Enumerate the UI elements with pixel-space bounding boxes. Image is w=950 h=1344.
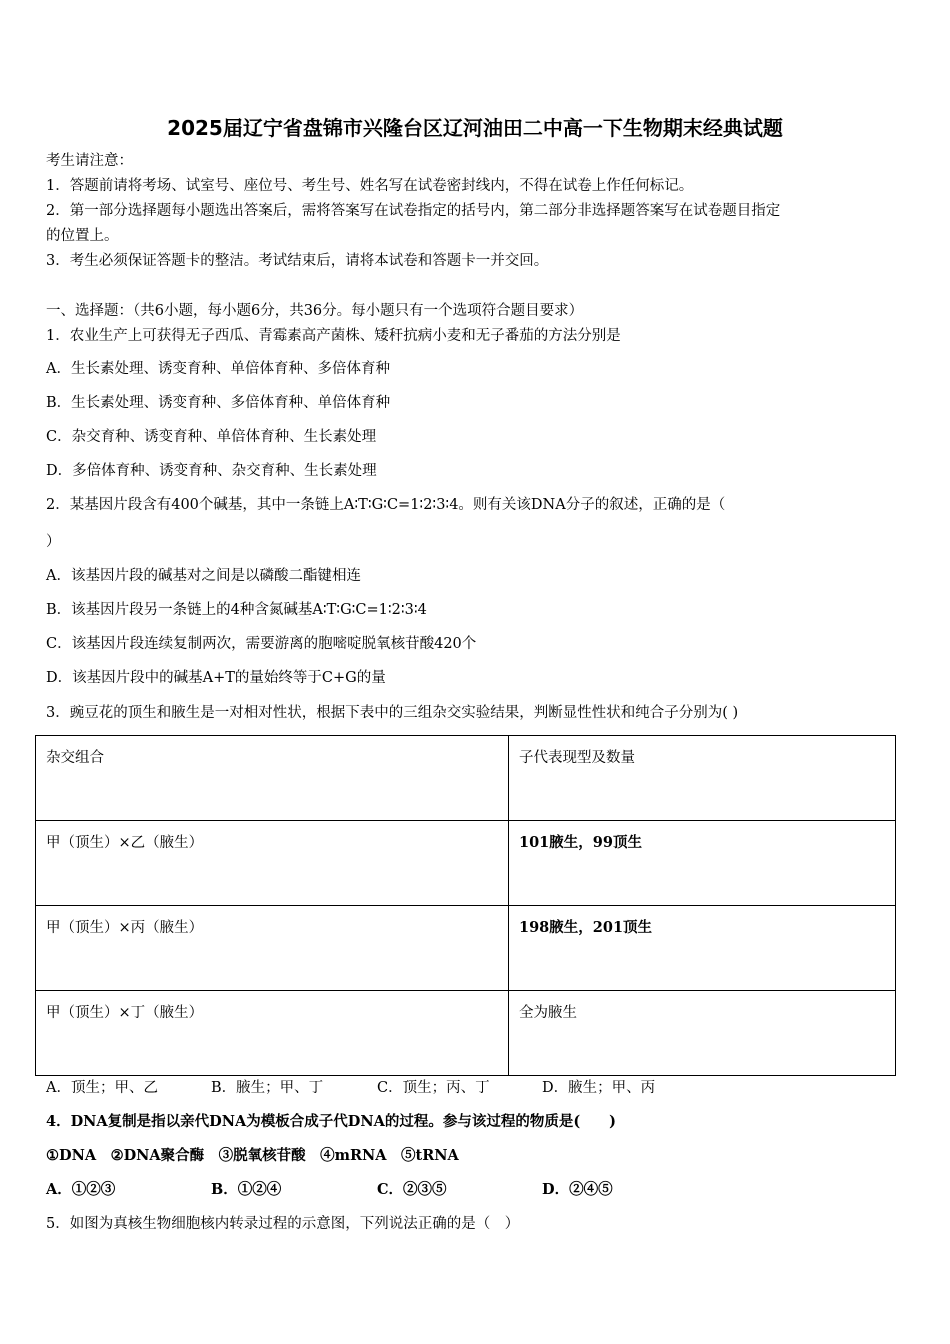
table-row [36,906,896,991]
q1-option-a: A．生长素处理、诱变育种、单倍体育种、多倍体育种 [46,361,390,377]
q4-option-d: D．②④⑤ [542,1181,613,1198]
question-4-stem: 4．DNA复制是指以亲代DNA为模板合成子代DNA的过程。参与该过程的物质是( ) [46,1113,617,1130]
q2-option-b: B．该基因片段另一条链上的4种含氮碱基A∶T∶G∶C=1∶2∶3∶4 [46,602,427,618]
table-row [36,821,896,906]
question-2-stem: 2．某基因片段含有400个碱基，其中一条链上A∶T∶G∶C=1∶2∶3∶4。则有关该DNA分子的叙述，正确的是（ [46,497,726,513]
q4-option-a: A．①②③ [46,1181,116,1198]
table-cell: 甲（顶生）×丙（腋生） [36,906,509,991]
table-cell: 198腋生，201顶生 [509,906,896,991]
q1-option-d: D．多倍体育种、诱变育种、杂交育种、生长素处理 [46,463,377,479]
q3-option-d: D．腋生；甲、丙 [542,1080,656,1096]
notice-heading: 考生请注意： [46,153,133,169]
table-cell: 101腋生，99顶生 [509,821,896,906]
question-1-stem: 1．农业生产上可获得无子西瓜、青霉素高产菌株、矮秆抗病小麦和无子番茄的方法分别是 [46,328,621,344]
table-cell: 全为腋生 [509,991,896,1076]
q3-option-c: C．顶生；丙、丁 [377,1080,490,1096]
q1-option-c: C．杂交育种、诱变育种、单倍体育种、生长素处理 [46,429,377,445]
q2-option-d: D．该基因片段中的碱基A+T的量始终等于C+G的量 [46,670,386,686]
table-header-row [36,736,896,821]
question-3-stem: 3．豌豆花的顶生和腋生是一对相对性状，根据下表中的三组杂交实验结果，判断显性性状和纯合子分别为( ) [46,705,739,721]
notice-item: 1．答题前请将考场、试室号、座位号、考生号、姓名写在试卷密封线内，不得在试卷上作任何标记。 [46,178,694,194]
q2-option-a: A．该基因片段的碱基对之间是以磷酸二酯键相连 [46,568,361,584]
q4-option-b: B．①②④ [211,1181,282,1198]
question-5-stem: 5．如图为真核生物细胞核内转录过程的示意图，下列说法正确的是（ ） [46,1216,520,1232]
q4-option-c: C．②③⑤ [377,1181,447,1198]
cross-results-table [35,735,896,1076]
table-header-cell: 子代表现型及数量 [509,736,896,821]
q2-option-c: C．该基因片段连续复制两次，需要游离的胞嘧啶脱氧核苷酸420个 [46,636,477,652]
notice-item: 2．第一部分选择题每小题选出答案后，需将答案写在试卷指定的括号内，第二部分非选择题答案写在试卷题目指定 [46,203,781,219]
notice-item: 3．考生必须保证答题卡的整洁。考试结束后，请将本试卷和答题卡一并交回。 [46,253,549,269]
table-cell: 甲（顶生）×丁（腋生） [36,991,509,1076]
q4-items: ①DNA ②DNA聚合酶 ③脱氧核苷酸 ④mRNA ⑤tRNA [46,1147,459,1164]
table-row [36,991,896,1076]
table-cell: 甲（顶生）×乙（腋生） [36,821,509,906]
section-heading: 一、选择题：（共6小题，每小题6分，共36分。每小题只有一个选项符合题目要求） [46,303,584,319]
q3-option-b: B．腋生；甲、丁 [211,1080,324,1096]
page-title: 2025届辽宁省盘锦市兴隆台区辽河油田二中高一下生物期末经典试题 [167,116,783,140]
question-2-stem-cont: ） [46,534,61,550]
notice-item: 的位置上。 [46,228,119,244]
table-header-cell: 杂交组合 [36,736,509,821]
q3-option-a: A．顶生；甲、乙 [46,1080,158,1096]
q1-option-b: B．生长素处理、诱变育种、多倍体育种、单倍体育种 [46,395,391,411]
